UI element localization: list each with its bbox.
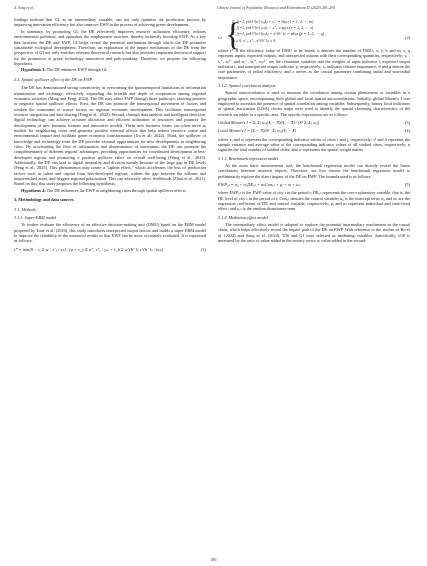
hypothesis-label: Hypothesis 3:	[21, 67, 46, 73]
equation-number: (5)	[404, 182, 410, 188]
paragraph: Spatial autocorrelation is used to measure the correlation among certain phenomena or variables in a geographic space, encompassing both global and local spatial autocorrelations. Initially, global Moran's I was employed to ascertain the presence of spatial correlation among variables. Subsequently, binary local indicators of spatial association (LISA) cluster maps were used to identify the spatial clustering characteristics of the research variables in a specific area. The specific expressions are as follows:	[218, 90, 410, 117]
section-heading-3-1-1: 3.1.1. Super-EBM model	[14, 214, 57, 220]
equation-number: (1)	[200, 246, 206, 252]
paragraph: where xᵢ and xⱼ represent the corresponding indicator values of cities i and j, respectively; s² and x̄ represent the sample variance and average value of the corresponding indicator values of all studied cities, respectively; n signifies the total number of studied cities; and w represents the spatial weight matrix.	[218, 136, 410, 153]
equation-number: (2)	[405, 35, 410, 40]
equation-2-constraints	[218, 17, 410, 53]
equation-number: (4)	[404, 128, 410, 134]
section-heading-3-1-3: 3.1.3. Benchmark regression model	[218, 155, 279, 161]
page-number: 286	[210, 558, 217, 562]
section-heading-2-3: 2.3. Spatial spillover effect of the DE on EWP	[14, 76, 93, 82]
hypothesis-text: The DE influences the EWP of neighboring cities through spatial spillover effects.	[45, 187, 187, 193]
paragraph: In summary, by promoting GI, the DE effectively improves resource utilization efficiency, reduces environmental pollution, and optimizes the employment structure, thereby indirectly boosting EWP. As a key link between the DE and EWP, GI helps reveal the potential mechanism through which the DE promotes sustainable ecological development. Therefore, an exploration of the impact mechanism of the DE from the perspective of GI not only enriches relevant theoretical research but also provides important theoretical support for the promotion of green technology innovation and policymaking. Therefore, we propose the following hypothesis.	[14, 28, 206, 66]
header-authors: X. Song et al.	[14, 6, 34, 10]
equation-4	[218, 128, 410, 133]
equation-1	[14, 247, 206, 252]
left-column	[14, 17, 206, 255]
paragraph: As the most basic measurement tool, the benchmark regression model can directly reveal the linear correlations between research objects. Therefore, we first choose the benchmark regression model to preliminarily explore the direct impact of the DE on EWP. The formula used is as follows:	[218, 163, 410, 179]
section-heading-3-1-2: 3.1.2. Spatial correlation analysis	[218, 82, 276, 88]
constraint-line: Σ_{j=1, j≠k}^{n} yᵣⱼλⱼ − s⁺ᵣ ≥ φyᵣₖ (r = 1, 2, ···, s)	[232, 25, 314, 31]
paragraph: findings indicate that GI, as an intermediary variable, can not only optimize the production process by improving innovation efficiency but also improve EWP in the process of achieving green development.	[14, 17, 206, 28]
hypothesis-text: The DE enhances EWP through GI.	[45, 67, 108, 73]
equation-number: (3)	[404, 119, 410, 125]
right-column	[218, 17, 410, 245]
equation-body: EWPᵢ,ₜ = α₀ + α₁DEᵢ,ₜ + αₙConᵢ,ₜ + μᵢ + σₜ + εᵢ,ₜ	[218, 182, 301, 188]
equation-body: Global Moran′s I = Σᵢ Σⱼ wᵢⱼ(Xᵢ − X̄)(Xⱼ − X̄) / (S² Σᵢ Σⱼ wᵢⱼ)	[218, 119, 320, 125]
hypothesis-4	[14, 188, 206, 193]
constraint-line: Σ_{j=1, j≠k}^{n} bₚⱼλⱼ + s^{b⁻}ₚ = φbₚₖ (p = 1, 2, ···, q)	[232, 31, 325, 37]
section-heading-3: 3. Methodology and data sources	[14, 197, 74, 203]
equation-body: r* = min(θ − εₓ Σ w⁻ᵢ s⁻ᵢ / xᵢₖ) / (φ + ε_y Σ w⁺ᵣ s⁺ᵣ / yᵣₖ + ε_b Σ w^{b⁻}ₚ s^{b⁻}ₚ / bₚₖ)	[14, 246, 164, 252]
hypothesis-3	[14, 67, 206, 72]
equation-body: Local Moran′s I = (Xᵢ − X̄)/S² · Σⱼ wᵢⱼ(Xⱼ − X̄)	[218, 128, 297, 134]
equation-3	[218, 120, 410, 125]
equation-5	[218, 182, 410, 187]
paragraph: where r* is the efficiency value of DMU to be tested; n denotes the number of DMU; x, y, b and m, s, q represent inputs, expected outputs, and unexpected outputs with their corresponding quantities, respectively; sᵢ⁻, sᵣ⁺, sₚᵇ⁻ and wᵢ⁻, wᵣ⁺, wₚᵇ⁻ are the relaxation variables and the weights of input indicator i, expected output indicator r, and nonexpected output indicator p, respectively; λⱼ indicates relative importance; θ and φ denote the core parameters of radial efficiency; and ε serves as the crucial parameter combining radial and non-radial importance.	[218, 47, 410, 80]
brace-glyph: {	[225, 17, 241, 53]
paragraph: where EWPᵢ,ₜ is the EWP value of city i in the period t; DEᵢ,ₜ represents the core explanatory variable, that is, the DE level of city i in the period of t; Conᵢ,ₜ denotes the control variable; α₀ is the intercept term; α₁ and αₙ are the regression coefficient of DE and control variable, respectively; μᵢ and σₜ represent individual and time-fixed effect; and εᵢ,ₜ is the random disturbance term.	[218, 190, 410, 212]
section-heading-3-1-4: 3.1.4. Mediation effect model	[218, 214, 268, 220]
hypothesis-label: Hypothesis 4:	[21, 187, 46, 193]
paragraph: The intermediary effect model is adopted to explore the potential intermediary mechanism in the causal chain, which helps effectively reveal the impact path of the DE on EWP. With reference to the studies of Hu et al. (2022) and Song et al. (2024), UIS and GI were selected as mediating variables. Specifically, UIS is measured by the ratio of value added in the tertiary sector to value added in the second-	[218, 222, 410, 244]
constraint-line: Σ_{j=1, j≠k}^{n} xᵢⱼλⱼ + s⁻ᵢ = θxᵢₖ (i = 1, 2, ···, m)	[232, 19, 314, 24]
paragraph: To further evaluate the efficiency of an effective decision-making unit (DMU) based on the EBM model proposed by Tone et al. (2010), this study introduces unexpected output factors and builds a super-EBM model to improve the reliability of the measured results so that EWP can be more accurately evaluated. It is expressed as follows:	[14, 222, 206, 244]
paragraph: The DE has demonstrated strong connectivity in overcoming the spatiotemporal limitations of information transmission and exchange, effectively expanding the breadth and depth of cooperation among regional economic activities (Ming and Peng, 2024). The DE may affect EWP through three pathways, showing positive or negative spatial spillover effects. First, the DE can promote the transregional movement of factors and weaken the constraints of scarce factors on regional economic development. This facilitates transregional resource integration and data sharing (Pang et al., 2022). Second, through data analysis and intelligent detection, digital technology can achieve accurate allocation and efficient utilization of resources and promote the development of new business formats and innovative models. These new business forms can often serve as models for neighboring cities and generate positive external effects that help reduce resource waste and environmental impact and facilitate green economic transformation (Xu et al., 2024). Third, the spillover of knowledge and technology from the DE provides external opportunities for new developments in neighboring cities. By accelerating the flow of information and dissemination of innovation, the DE can promote the complementarity of different regions' advantages, providing opportunities for coordinated development in less-developed regions and promoting a positive spillover effect on overall well-being (Wang et al., 2023). Additionally, the DE can lead to digital inequality and division mainly because of the large gap in DE levels (Peng et al., 2023). This phenomenon may create a "siphon effect," which accelerates the loss of production factors such as talent and capital from less-developed regions, widens the gap between the affluent and impoverished areas, and triggers regional polarization. This can adversely affect livelihoods (Zhou et al., 2021). Based on this, this study proposes the following hypothesis.	[14, 85, 206, 187]
header-journal: Chinese Journal of Population, Resources and Environment 23 (2025) 283–294	[217, 6, 335, 10]
constraint-line: λⱼ ≥ 0, s⁻ᵢ, s⁺ᵣ, s^{b⁻}ₚ ≥ 0	[232, 37, 276, 43]
subject-to-label: s.t.	[218, 35, 223, 40]
section-heading-3-1: 3.1. Methods	[14, 206, 37, 212]
